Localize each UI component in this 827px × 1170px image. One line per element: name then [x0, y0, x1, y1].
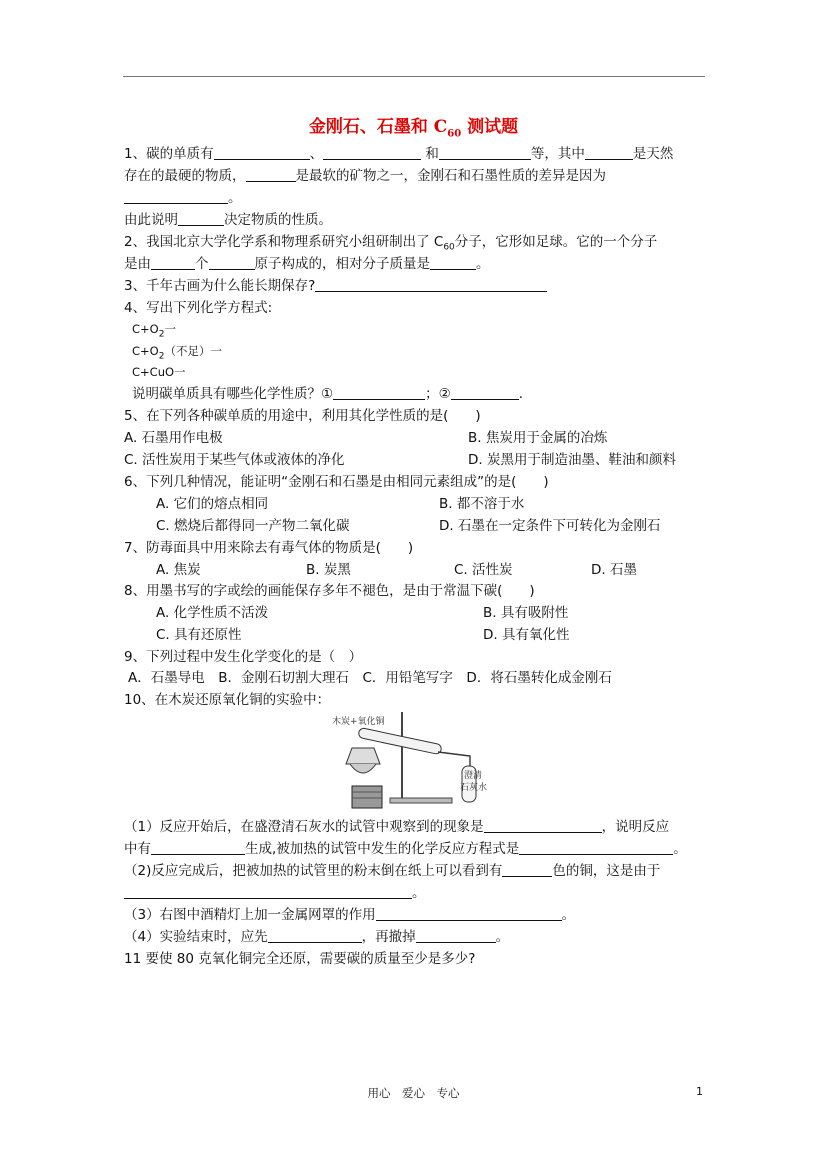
question-1-line-3: 。	[124, 189, 242, 207]
option-b[interactable]: B. 具有吸附性	[483, 605, 569, 621]
question-10-part-1-line-1: （1）反应开始后，在盛澄清石灰水的试管中观察到的现象是 ，说明反应	[124, 819, 670, 835]
option-b[interactable]: B. 焦炭用于金属的冶炼	[468, 430, 608, 446]
question-9-options[interactable]: A．石墨导电 B．金刚石切割大理石 C．用铅笔写字 D．将石墨转化成金刚石	[128, 670, 612, 686]
option-a[interactable]: A. 石墨用作电极	[124, 430, 223, 446]
blank[interactable]	[333, 385, 425, 400]
blank[interactable]	[416, 928, 496, 943]
question-8-stem: 8、用墨书写的字或绘的画能保存多年不褪色，是由于常温下碳( )	[124, 583, 535, 599]
option-c[interactable]: C. 具有还原性	[156, 627, 242, 643]
option-d[interactable]: D. 炭黑用于制造油墨、鞋油和颜料	[468, 452, 676, 468]
question-2-line-2: 是由 个 原子构成的，相对分子质量是 。	[124, 256, 490, 272]
equation-3: C+CuO一	[132, 365, 186, 379]
question-10-part-1-line-2: 中有 生成,被加热的试管中发生的化学反应方程式是 。	[124, 841, 687, 857]
blank[interactable]	[484, 818, 602, 833]
blank[interactable]	[502, 862, 552, 877]
question-10-part-2-line-1: （2)反应完成后，把被加热的试管里的粉末倒在纸上可以看到有 色的铜，这是由于	[124, 863, 661, 879]
header-rule	[123, 76, 705, 77]
question-11-stem: 11 要使 80 克氧化铜完全还原，需要碳的质量至少是多少?	[124, 951, 476, 967]
blank[interactable]	[519, 840, 673, 855]
apparatus-figure	[330, 712, 510, 812]
question-7-stem: 7、防毒面具中用来除去有毒气体的物质是( )	[124, 540, 414, 556]
equation-1: $C+O_2$一	[132, 322, 176, 340]
question-1-line-2: 存在的最硬的物质， 是最软的矿物之一，金刚石和石墨性质的差异是因为	[124, 168, 606, 184]
page-number: 1	[696, 1085, 703, 1098]
option-a[interactable]: A. 焦炭	[156, 562, 201, 578]
blank[interactable]	[209, 255, 255, 270]
blank[interactable]	[214, 145, 310, 160]
blank[interactable]	[323, 145, 421, 160]
blank[interactable]	[151, 840, 245, 855]
blank[interactable]	[124, 884, 412, 899]
question-10-part-3: （3）右图中酒精灯上加一金属网罩的作用 。	[124, 907, 576, 923]
blank[interactable]	[430, 255, 476, 270]
question-3: 3、千年古画为什么能长期保存?	[124, 277, 547, 295]
blank[interactable]	[268, 928, 362, 943]
blank[interactable]	[376, 906, 562, 921]
option-b[interactable]: B. 都不溶于水	[439, 496, 525, 512]
option-c[interactable]: C. 活性炭	[454, 562, 513, 578]
question-1-line-1: 1、碳的单质有 、 和 等，其中 是天然	[124, 146, 674, 162]
option-a[interactable]: A. 化学性质不活泼	[156, 605, 269, 621]
figure-label-limewater: 石灰水	[460, 783, 488, 793]
option-d[interactable]: D. 石墨	[591, 562, 637, 578]
figure-label-clear: 澄清	[464, 771, 483, 781]
option-a[interactable]: A. 它们的熔点相同	[156, 496, 269, 512]
figure-label-reactants: 木炭+氧化铜	[332, 717, 385, 727]
question-4-stem: 4、写出下列化学方程式:	[124, 300, 273, 316]
question-4-ask: 说明碳单质具有哪些化学性质？① ；② .	[132, 386, 524, 402]
question-10-part-4: （4）实验结束时，应先 ，再撤掉 。	[124, 929, 510, 945]
question-2-line-1: 2、我国北京大学化学系和物理系研究小组研制出了 $C_{60}$分子，它形如足球。它的一个分子	[124, 234, 658, 253]
question-9-stem: 9、下列过程中发生化学变化的是（ ）	[124, 649, 363, 665]
blank[interactable]	[585, 145, 633, 160]
blank[interactable]	[246, 167, 296, 182]
question-10-stem: 10、在木炭还原氧化铜的实验中：	[124, 692, 331, 708]
blank[interactable]	[439, 145, 531, 160]
footer-slogan: 用心 爱心 专心	[367, 1086, 460, 1100]
option-d[interactable]: D. 具有氧化性	[483, 627, 570, 643]
blank[interactable]	[151, 255, 195, 270]
option-b[interactable]: B. 炭黑	[306, 562, 351, 578]
equation-2: $C+O_2$（不足）一	[132, 344, 222, 362]
option-c[interactable]: C. 燃烧后都得同一产物二氧化碳	[156, 518, 350, 534]
question-10-part-2-line-2: 。	[124, 884, 426, 902]
option-d[interactable]: D. 石墨在一定条件下可转化为金刚石	[439, 518, 661, 534]
blank[interactable]	[178, 211, 224, 226]
question-5-stem: 5、在下列各种碳单质的用途中，利用其化学性质的是( )	[124, 408, 481, 424]
question-6-stem: 6、下列几种情况，能证明“金刚石和石墨是由相同元素组成”的是( )	[124, 474, 549, 490]
blank[interactable]	[315, 277, 547, 292]
option-c[interactable]: C. 活性炭用于某些气体或液体的净化	[124, 452, 345, 468]
page-title: 金刚石、石墨和 $C_{60}$ 测试题	[308, 117, 519, 140]
question-1-line-4: 由此说明 决定物质的性质。	[124, 212, 332, 228]
blank[interactable]	[124, 189, 228, 204]
blank[interactable]	[451, 385, 519, 400]
